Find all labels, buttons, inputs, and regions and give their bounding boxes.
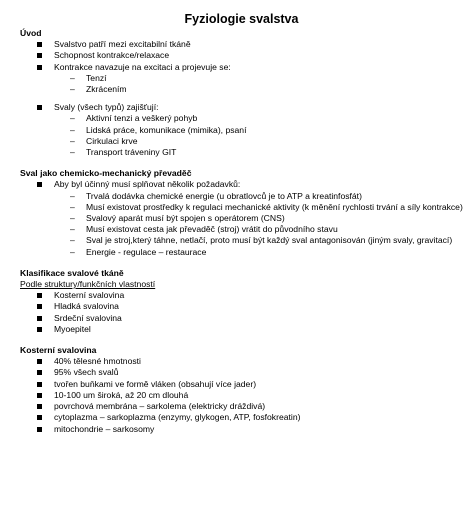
document-title: Fyziologie svalstva	[184, 12, 299, 26]
list-item-text: Aby byl účinný musí splňovat několik požadavků:	[54, 179, 241, 190]
list-item: Svalstvo patří mezi excitabilní tkáně	[20, 39, 463, 50]
sublist-item: – Musí existovat cesta jak převaděč (stroj) vrátit do původního stavu	[54, 224, 463, 235]
list-item: mitochondrie – sarkosomy	[20, 424, 463, 435]
uvod-list-2	[20, 102, 463, 158]
sublist-item: – Energie - regulace – restaurace	[54, 247, 463, 258]
sublist-item: – Lidská práce, komunikace (mimika), psaní	[54, 125, 463, 136]
sublist-pozadavky	[54, 191, 463, 258]
list-item-text: Kontrakce navazuje na excitaci a projevuje se:	[54, 61, 231, 72]
section-heading-klasifikace: Klasifikace svalové tkáně	[20, 267, 124, 278]
sublist-kontrakce	[54, 73, 463, 95]
uvod-list	[20, 39, 463, 95]
section-heading-kosterni: Kosterní svalovina	[20, 345, 97, 356]
mechanicky-list	[20, 179, 463, 257]
list-item: Hladká svalovina	[20, 301, 463, 312]
list-item: Myoepitel	[20, 324, 463, 335]
list-item-text: Svaly (všech typů) zajišťují:	[54, 102, 159, 113]
list-item: 10-100 um široká, až 20 cm dlouhá	[20, 390, 463, 401]
sublist-item: – Trvalá dodávka chemické energie (u obratlovců je to ATP a kreatinfosfát)	[54, 191, 463, 202]
list-item: 40% tělesné hmotnosti	[20, 356, 463, 367]
sublist-item: – Transport tráveniny GIT	[54, 147, 463, 158]
list-item: Srdeční svalovina	[20, 313, 463, 324]
list-item: Kosterní svalovina	[20, 290, 463, 301]
sublist-item: – Sval je stroj,který táhne, netlačí, proto musí být každý sval antagonisován (jiným svaly, gravitací)	[54, 235, 463, 246]
sublist-svaly	[54, 113, 463, 158]
section-subheading-klasifikace: Podle struktury/funkčních vlastností	[20, 279, 156, 290]
sublist-item: – Musí existovat prostředky k regulaci mechanické aktivity (k měnění rychlosti trvání a síly kontrakce)	[54, 202, 463, 213]
section-heading-mechanicky: Sval jako chemicko-mechanický převaděč	[20, 168, 192, 179]
sublist-item: – Aktivní tenzi a veškerý pohyb	[54, 113, 463, 124]
kosterni-list	[20, 356, 463, 434]
list-item	[20, 62, 463, 96]
sublist-item: – Svalový aparát musí být spojen s operátorem (CNS)	[54, 213, 463, 224]
section-heading-uvod: Úvod	[20, 28, 42, 38]
list-item	[20, 179, 463, 257]
sublist-item: – Zkrácením	[54, 84, 463, 95]
list-item: Schopnost kontrakce/relaxace	[20, 50, 463, 61]
list-item: 95% všech svalů	[20, 367, 463, 378]
sublist-item: – Cirkulaci krve	[54, 136, 463, 147]
list-item: tvořen buňkami ve formě vláken (obsahují více jader)	[20, 379, 463, 390]
list-item	[20, 102, 463, 158]
klasifikace-list	[20, 290, 463, 335]
list-item: cytoplazma – sarkoplazma (enzymy, glykogen, ATP, fosfokreatin)	[20, 412, 463, 423]
sublist-item: – Tenzí	[54, 73, 463, 84]
list-item: povrchová membrána – sarkolema (elektricky dráždivá)	[20, 401, 463, 412]
